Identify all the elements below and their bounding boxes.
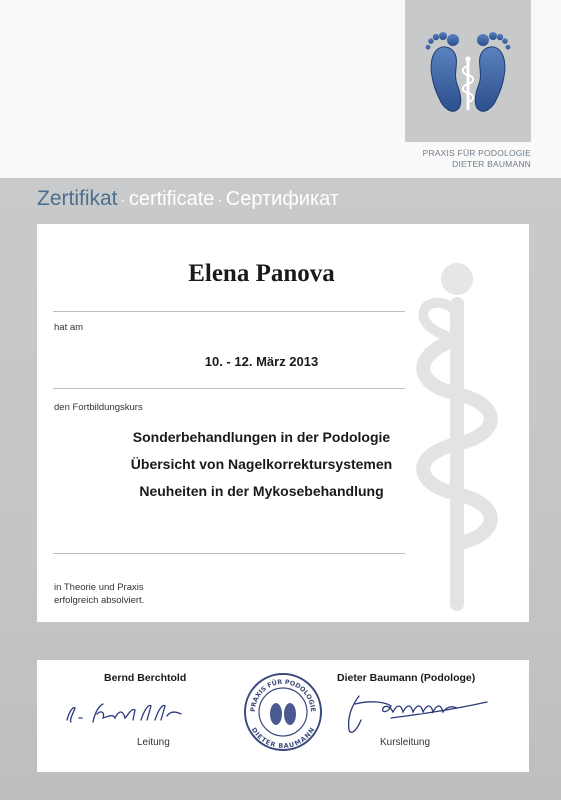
hat-am-label: hat am: [54, 322, 84, 333]
right-signer-role: Kursleitung: [380, 737, 431, 748]
praxis-line-2: DIETER BAUMANN: [452, 159, 531, 169]
signature-section: [37, 660, 529, 772]
course-title-1: Sonderbehandlungen in der Podologie: [132, 429, 391, 445]
title-separator: ·: [120, 192, 126, 209]
praxis-line-1: PRAXIS FÜR PODOLOGIE: [422, 148, 531, 158]
outro-line-2: erfolgreich absolviert.: [54, 595, 145, 606]
title-english: certificate: [128, 188, 215, 210]
praxis-logo: [405, 0, 531, 142]
title-german: Zertifikat: [37, 187, 118, 210]
left-signer-role: Leitung: [137, 737, 170, 748]
praxis-caption: [405, 148, 531, 170]
stamp-bottom-text: DIETER BAUMANN: [249, 726, 317, 751]
divider: [53, 553, 405, 554]
stamp-top-text: PRAXIS FÜR PODOLOGIE: [248, 677, 318, 713]
course-title-3: Neuheiten in der Mykosebehandlung: [139, 483, 384, 499]
divider: [53, 388, 405, 389]
certificate-title: [37, 187, 339, 211]
recipient-name: Elena Panova: [188, 260, 335, 287]
title-separator: ·: [217, 192, 223, 209]
divider: [53, 311, 405, 312]
left-signer-name: Bernd Berchtold: [104, 672, 187, 684]
feet-caduceus-icon: [405, 0, 531, 142]
praxis-stamp: [243, 672, 323, 752]
certificate-body: [37, 224, 529, 622]
svg-text:DIETER BAUMANN: [250, 726, 317, 750]
course-date: 10. - 12. März 2013: [204, 354, 319, 369]
course-intro-label: den Fortbildungskurs: [54, 402, 143, 413]
title-russian: Сертификат: [225, 188, 340, 210]
right-handwritten-signature: [331, 690, 491, 738]
outro-line-1: in Theorie und Praxis: [54, 582, 144, 593]
course-title-2: Übersicht von Nagelkorrektursystemen: [130, 456, 393, 472]
left-handwritten-signature: [59, 698, 189, 728]
right-signer-name: Dieter Baumann (Podologe): [337, 672, 476, 684]
